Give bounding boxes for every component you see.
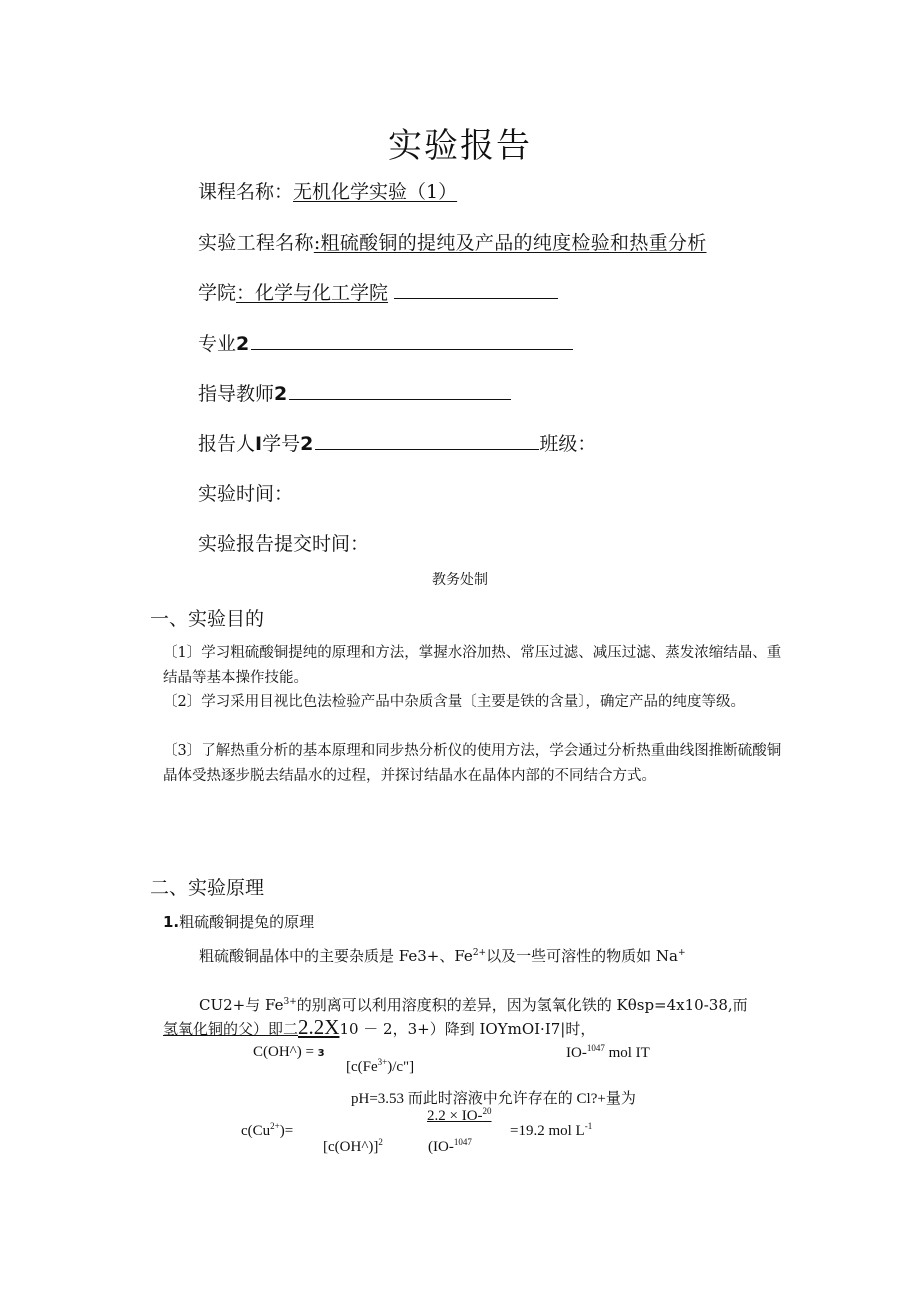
principle-line-1-sup2: +	[677, 948, 686, 958]
subsection-1	[163, 911, 314, 932]
formula-1-root-index: 3	[317, 1048, 325, 1059]
formula-2-num-sup: 20	[482, 1106, 492, 1116]
college-value: ：化学与化工学院	[236, 282, 389, 304]
course-label: 课程名称：	[198, 181, 294, 203]
objective-3: 〔3〕了解热重分析的基本原理和同步热分析仪的使用方法，学会通过分析热重曲线图推断硫酸铜晶体受热逐步脱去结晶水的过程，并探讨结晶水在晶体内部的不同结合方式。	[163, 743, 782, 784]
advisor-sep: 2	[274, 383, 288, 405]
principle-line-3-big: 2.2X	[298, 1015, 340, 1039]
section1-heading: 一、实验目的	[150, 608, 265, 630]
time-label: 实验时间：	[198, 483, 294, 505]
major-blank	[251, 348, 573, 350]
major-sep: 2	[236, 333, 250, 355]
formula-1-denominator	[346, 1057, 414, 1076]
formula-2-result	[510, 1121, 592, 1140]
subsection-1-title: 粗硫酸铜提兔的原理	[179, 913, 315, 931]
principle-line-3	[163, 1015, 595, 1040]
principle-line-2	[199, 994, 748, 1015]
section2-heading: 二、实验原理	[150, 877, 265, 899]
objective-2: 〔2〕学习采用目视比色法检验产品中杂质含量〔主要是铁的含量〕，确定产品的纯度等级。	[163, 694, 745, 710]
formula-2-num-a: 2.2 × IO-	[427, 1108, 483, 1124]
page-title: 实验报告	[388, 126, 532, 166]
formula-1-left	[253, 1044, 325, 1061]
project-label: 实验工程名称	[198, 232, 314, 254]
formula-1-right	[566, 1043, 650, 1062]
college-label: 学院	[198, 282, 237, 304]
formula-2-den2-a: (IO-	[428, 1139, 454, 1155]
formula-1-den-a: [c(Fe	[346, 1059, 378, 1075]
principle-line-1-a: 粗硫酸铜晶体中的主要杂质是 Fe3+、Fe	[199, 947, 473, 965]
course-value: 无机化学实验（1）	[293, 181, 458, 203]
principle-line-1	[199, 945, 685, 966]
formula-2-denominator	[323, 1137, 383, 1156]
formula-1-den-b: )/c"]	[387, 1059, 415, 1075]
formula-2-left-sup: 2+	[270, 1121, 280, 1131]
formula-1-left-text: C(OH^) =	[253, 1044, 314, 1060]
formula-2-result-sup: -1	[584, 1121, 593, 1131]
formula-1-den-sup: 3+	[377, 1057, 388, 1067]
objective-1: 〔1〕学习粗硫酸铜提纯的原理和方法，掌握水浴加热、常压过滤、减压过滤、蒸发浓缩结晶、重结晶等基本操作技能。	[163, 645, 782, 686]
major-field	[198, 329, 573, 356]
studentid-sep: 2	[300, 433, 314, 455]
office-label: 教务处制	[432, 572, 488, 588]
formula-1-right-b: mol IT	[604, 1045, 650, 1061]
course-field	[198, 177, 457, 204]
formula-2-numerator	[427, 1106, 492, 1125]
studentid-blank	[315, 448, 539, 450]
principle-line-3-a: 氢氧化铜的父）即二	[163, 1020, 299, 1038]
ph-line: pH=3.53 而此时溶液中允许存在的 Cl?+量为	[351, 1091, 636, 1107]
project-field	[198, 228, 707, 255]
formula-1-right-a: IO-	[566, 1045, 587, 1061]
formula-1-right-sup: 1047	[586, 1043, 605, 1053]
principle-line-2-b: 的别离可以利用溶度积的差异，因为氢氧化铁的 Kθsp=4x10-38,而	[296, 996, 748, 1014]
principle-line-1-sup: 2+	[472, 948, 487, 958]
class-label: 班级：	[539, 433, 597, 455]
formula-2-den2-sup: 1047	[453, 1137, 472, 1147]
formula-2-left	[241, 1121, 293, 1140]
principle-line-3-b: 10 － 2，3+）降到 IOYmOI·I7|时，	[339, 1020, 596, 1038]
advisor-blank	[289, 398, 511, 400]
reporter-field	[198, 429, 596, 456]
submit-time-label: 实验报告提交时间：	[198, 533, 370, 555]
principle-line-1-b: 以及一些可溶性的物质如 Na	[486, 947, 678, 965]
major-label: 专业	[198, 333, 237, 355]
subsection-1-number: 1.	[163, 913, 180, 931]
formula-2-den-a: [c(OH^)]	[323, 1139, 379, 1155]
formula-2-left-a: c(Cu	[241, 1123, 271, 1139]
formula-2-left-b: )=	[279, 1123, 294, 1139]
advisor-field	[198, 379, 511, 406]
reporter-sep: I	[255, 433, 263, 455]
principle-line-2-a: CU2+与 Fe	[199, 996, 284, 1014]
college-field	[198, 278, 558, 305]
reporter-label: 报告人	[198, 433, 256, 455]
formula-2-result-a: =19.2 mol L	[510, 1123, 585, 1139]
formula-2-den-sup: 2	[378, 1137, 383, 1147]
formula-2-denominator-2	[428, 1137, 472, 1156]
project-value: :粗硫酸铜的提纯及产品的纯度检验和热重分析	[313, 232, 707, 254]
college-blank	[394, 297, 558, 299]
advisor-label: 指导教师	[198, 383, 275, 405]
studentid-label: 学号	[262, 433, 301, 455]
principle-line-2-sup: 3+	[283, 997, 297, 1007]
